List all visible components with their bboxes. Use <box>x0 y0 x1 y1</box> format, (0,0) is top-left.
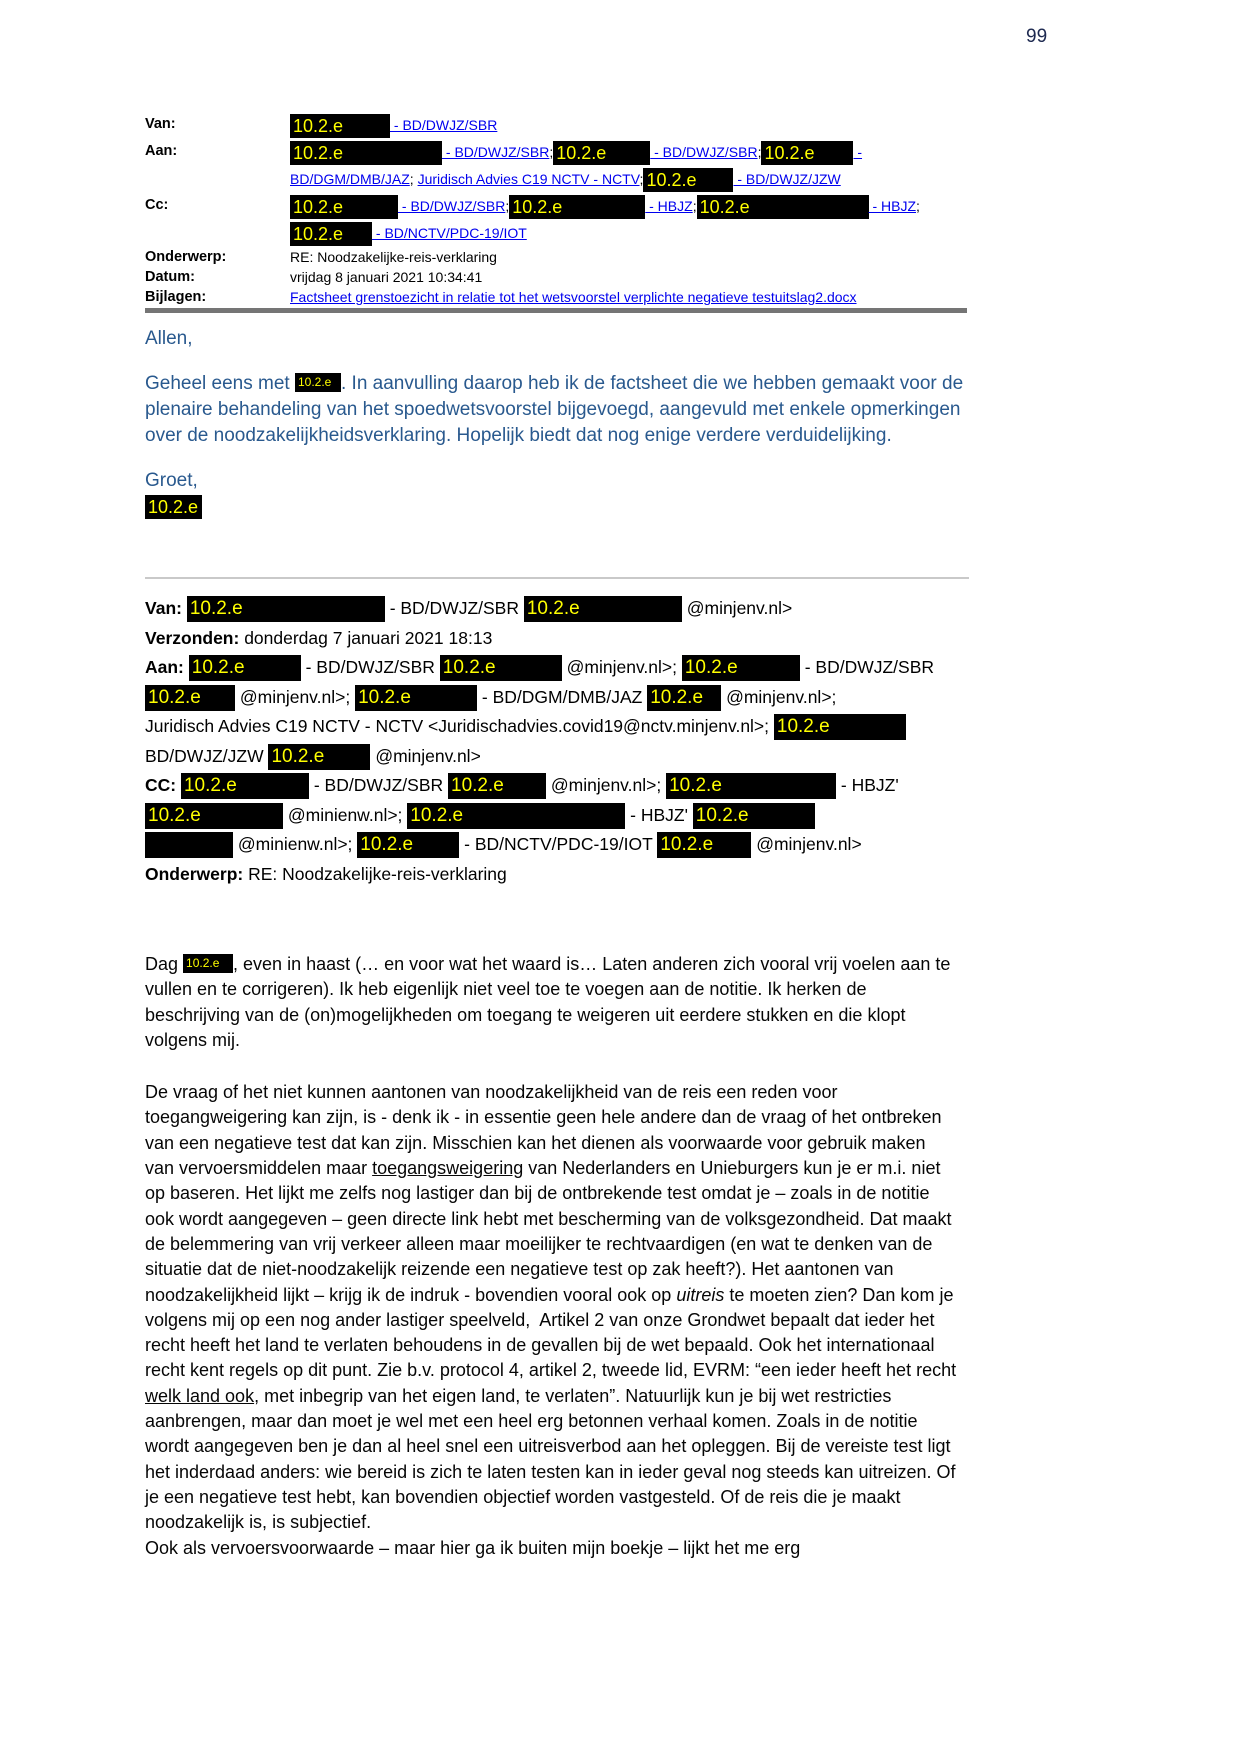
redaction-box: 10.2.e <box>290 222 372 246</box>
redaction-box: 10.2.e <box>553 141 650 165</box>
redaction-box: 10.2.e <box>145 685 235 711</box>
text-segment: Verzonden: <box>145 627 245 648</box>
text-segment: , met inbegrip van het eigen land, te verlaten”. Natuurlijk kun je bij wet restricties aanbrengen, maar dan moet je wel met een heel erg betonnen verhaal komen. Zoals in de notitie wordt aangegeven ben je dan al heel snel een uitreisverbod aan het opleggen. Bij de vereiste test ligt het inderdaad anders: wie bereid is zich te laten testen kan in ieder geval nog steeds kan uitreizen. Of je een negatieve test hebt, kan bovendien objectief worden vastgesteld. Of de reis die je maakt noodzakelijk is, is subjectief. <box>145 1385 961 1533</box>
text-segment: ; <box>639 171 644 187</box>
quoted-paragraph-1 <box>145 952 959 1053</box>
text-segment: toegangsweigering <box>372 1158 524 1179</box>
redaction-box: 10.2.e <box>268 744 370 770</box>
salutation: Allen, <box>145 328 193 349</box>
onderwerp-value: RE: Noodzakelijke-reis-verklaring <box>290 249 497 265</box>
cc-value <box>290 193 977 247</box>
hyperlink[interactable]: - HBJZ <box>868 198 917 214</box>
aan-line-2 <box>290 166 977 193</box>
hyperlink[interactable]: - HBJZ <box>645 198 693 214</box>
text-segment: @minienw.nl>; <box>283 804 408 825</box>
redaction-box: 10.2.e <box>643 168 733 192</box>
redaction-box: 10.2.e <box>666 773 836 799</box>
signature <box>145 494 969 520</box>
text-segment: @minjenv.nl>; <box>546 775 667 795</box>
onderwerp-label: Onderwerp: <box>145 249 227 265</box>
text-segment: - BD/DWJZ/SBR <box>384 598 524 618</box>
page-number: 99 <box>1026 26 1048 47</box>
email-header-block <box>145 112 977 307</box>
text-segment: Ook als vervoersvoorwaarde – maar hier ga ik buiten mijn boekje – lijkt het me erg <box>145 1537 801 1558</box>
hyperlink[interactable]: - BD/DWJZ/SBR <box>442 144 550 160</box>
cc-label: Cc: <box>145 197 169 213</box>
quoted-onderwerp-line <box>145 860 1125 890</box>
reply-message <box>145 326 969 520</box>
redaction-box: 10.2.e <box>187 596 385 622</box>
quoted-cc-line-2 <box>145 801 1125 831</box>
redaction-box: 10.2.e <box>357 832 459 858</box>
header-row-aan <box>145 139 977 193</box>
text-segment: - BD/NCTV/PDC-19/IOT <box>459 834 658 854</box>
quoted-cc-line-3 <box>145 830 1125 860</box>
text-segment: - BD/DWJZ/SBR <box>300 657 440 677</box>
text-segment: Onderwerp: <box>145 863 249 884</box>
redaction-box: 10.2.e <box>355 685 477 711</box>
quoted-aan-line-2 <box>145 683 1125 713</box>
hyperlink[interactable]: - BD/DWJZ/JZW <box>733 171 841 187</box>
header-row-van <box>145 112 977 139</box>
redaction-box: 10.2.e <box>657 832 751 858</box>
text-segment: BD/DWJZ/JZW <box>145 745 269 766</box>
redaction-box: 10.2.e <box>448 773 546 799</box>
spacer <box>145 449 969 468</box>
closing: Groet, <box>145 470 198 491</box>
quoted-aan-line-1 <box>145 653 1125 683</box>
redaction-box: 10.2.e <box>183 954 233 973</box>
quoted-cc-line-1 <box>145 771 1125 801</box>
redaction-box: 10.2.e <box>295 373 341 392</box>
hyperlink[interactable]: Juridisch Advies C19 NCTV - NCTV <box>417 171 640 187</box>
cc-line-2 <box>290 220 977 247</box>
text-segment: welk land ook <box>145 1385 255 1406</box>
text-segment: RE: Noodzakelijke-reis-verklaring <box>248 863 507 884</box>
text-segment: Van: <box>145 598 187 618</box>
quoted-aan-line-3 <box>145 712 1125 742</box>
text-segment: , even in haast (… en voor wat het waard is… Laten anderen zich vooral vrij voelen aan te vullen en te corrigeren). Ik heb eigenlijk niet veel toe te voegen aan de notitie. Ik herken de beschrijving van de (on)mogelijkheden om toegang te weigeren uit eerdere stukken en die klopt volgens mij. <box>145 954 956 1050</box>
text-segment: @minjenv.nl> <box>751 834 862 854</box>
header-row-cc <box>145 193 977 247</box>
quoted-email-body <box>145 952 962 1561</box>
quoted-van-line <box>145 594 1125 624</box>
hyperlink[interactable]: - BD/NCTV/PDC-19/IOT <box>372 225 527 241</box>
hyperlink[interactable]: - BD/DWJZ/SBR <box>650 144 758 160</box>
quoted-email-header <box>145 594 1125 889</box>
redaction-box: 10.2.e <box>761 141 853 165</box>
hyperlink[interactable]: - BD/DWJZ/SBR <box>398 198 506 214</box>
redaction-box: 10.2.e <box>682 655 800 681</box>
text-segment: @minjenv.nl> <box>370 745 481 766</box>
text-segment: ; <box>409 171 418 187</box>
redaction-box: 10.2.e <box>290 195 398 219</box>
text-segment: @minjenv.nl>; <box>561 657 682 677</box>
text-segment: te moeten zien? Dan kom je volgens mij op een nog ander lastiger speelveld, Artikel 2 van onze Grondwet bepaalt dat ieder het recht heeft het land te verlaten behoudens in de gevallen bij de wet bepaald. Ook het internationaal recht kent regels op dit punt. Zie b.v. protocol 4, artikel 2, tweede lid, EVRM: “een ieder heeft het recht <box>145 1284 962 1381</box>
text-segment: - HBJZ' <box>625 804 693 825</box>
text-segment: donderdag 7 januari 2021 18:13 <box>244 627 493 648</box>
text-segment: ; <box>505 198 510 214</box>
redaction-box: 10.2.e <box>290 114 390 138</box>
header-row-bijlagen <box>145 287 977 307</box>
separator-thin <box>145 577 969 579</box>
text-segment: @minjenv.nl> <box>681 598 793 618</box>
redaction-box: 10.2.e <box>145 803 283 829</box>
hyperlink[interactable]: - BD/DWJZ/SBR <box>390 117 498 133</box>
redaction-box: 10.2.e <box>697 195 869 219</box>
cc-line-1 <box>290 193 977 220</box>
quoted-paragraph-2 <box>145 1080 962 1561</box>
text-segment: - BD/DGM/DMB/JAZ <box>477 686 648 707</box>
hyperlink[interactable]: - <box>853 144 863 160</box>
text-segment: uitreis <box>676 1284 725 1305</box>
datum-label: Datum: <box>145 269 195 285</box>
reply-paragraph <box>145 371 969 449</box>
spacer <box>145 352 969 371</box>
van-label: Van: <box>145 116 176 132</box>
text-segment: - BD/DWJZ/SBR <box>308 775 448 795</box>
header-row-datum <box>145 267 977 287</box>
text-segment: Geheel eens met <box>145 373 295 394</box>
bijlagen-value <box>290 287 977 307</box>
text-segment: - BD/DWJZ/SBR <box>799 657 935 677</box>
bijlagen-label: Bijlagen: <box>145 289 207 305</box>
spacer <box>145 1053 959 1080</box>
redaction-box: 10.2.e <box>693 803 815 829</box>
quoted-aan-line-4 <box>145 742 1125 772</box>
redaction-box: 10.2.e <box>440 655 562 681</box>
text-segment: Dag <box>145 954 184 974</box>
quoted-verzonden-line <box>145 624 1125 654</box>
text-segment: @minjenv.nl>; <box>721 686 837 707</box>
text-segment: Aan: <box>145 657 189 677</box>
redaction-box: 10.2.e <box>774 714 906 740</box>
redaction-box: 10.2.e <box>647 685 721 711</box>
text-segment: van Nederlanders en Unieburgers kun je er m.i. niet op baseren. Het lijkt me zelfs nog lastiger dan bij de ontbrekende test omdat je – zoals in de notitie ook wordt aangegeven – geen directe link hebt met bescherming van de volksgezondheid. Dat maakt de belemmering van vrij verkeer alleen maar moeilijker te rechtvaardigen (en wat te denken van de situatie dat de niet-noodzakelijk reizende een negatieve test op zak heeft?). Het aantonen van noodzakelijkheid lijkt – krijg ik de indruk - bovendien vooral ook op <box>145 1158 957 1305</box>
redaction-box: 10.2.e <box>407 803 625 829</box>
redaction-box: 10.2.e <box>145 495 202 519</box>
text-segment: - HBJZ' <box>836 775 899 795</box>
text-segment: ; <box>549 144 554 160</box>
redaction-box: 10.2.e <box>189 655 301 681</box>
text-segment: ; <box>757 144 762 160</box>
redaction-box <box>145 832 233 858</box>
van-value <box>290 112 977 139</box>
redaction-box: 10.2.e <box>509 195 645 219</box>
hyperlink[interactable]: BD/DGM/DMB/JAZ <box>290 171 410 187</box>
text-segment: . In aanvulling daarop heb ik de factsheet die we hebben gemaakt voor de plenaire behandeling van het spoedwetsvoorstel bijgevoegd, aangevuld met enkele opmerkingen over de noodzakelijkheidsverklaring. Hopelijk biedt dat nog enige verdere verduidelijking. <box>145 373 969 446</box>
datum-value: vrijdag 8 januari 2021 10:34:41 <box>290 269 483 285</box>
redaction-box: 10.2.e <box>181 773 309 799</box>
header-row-onderwerp <box>145 247 977 267</box>
text-segment: @minjenv.nl>; <box>235 686 356 707</box>
aan-value <box>290 139 977 193</box>
text-segment: De vraag of het niet kunnen aantonen van noodzakelijkheid van de reis een reden voor toegangweigering kan zijn, is - denk ik - in essentie geen hele andere dan de vraag of het ontbreken van een negatieve test dat kan zijn. Misschien kan het dienen als voorwaarde voor gebruik maken van vervoersmiddelen maar <box>145 1082 947 1179</box>
separator-thick <box>145 308 967 313</box>
attachment-link[interactable]: Factsheet grenstoezicht in relatie tot het wetsvoorstel verplichte negatieve testuitslag2.docx <box>290 289 857 305</box>
text-segment: ; <box>692 198 697 214</box>
redaction-box: 10.2.e <box>524 596 682 622</box>
text-segment: Juridisch Advies C19 NCTV - NCTV <Juridischadvies.covid19@nctv.minjenv.nl>; <box>145 716 774 736</box>
text-segment: @minienw.nl>; <box>233 834 358 854</box>
aan-label: Aan: <box>145 143 178 159</box>
text-segment: ; <box>916 198 920 214</box>
text-segment: CC: <box>145 775 181 795</box>
redaction-box: 10.2.e <box>290 141 442 165</box>
aan-line-1 <box>290 139 977 166</box>
